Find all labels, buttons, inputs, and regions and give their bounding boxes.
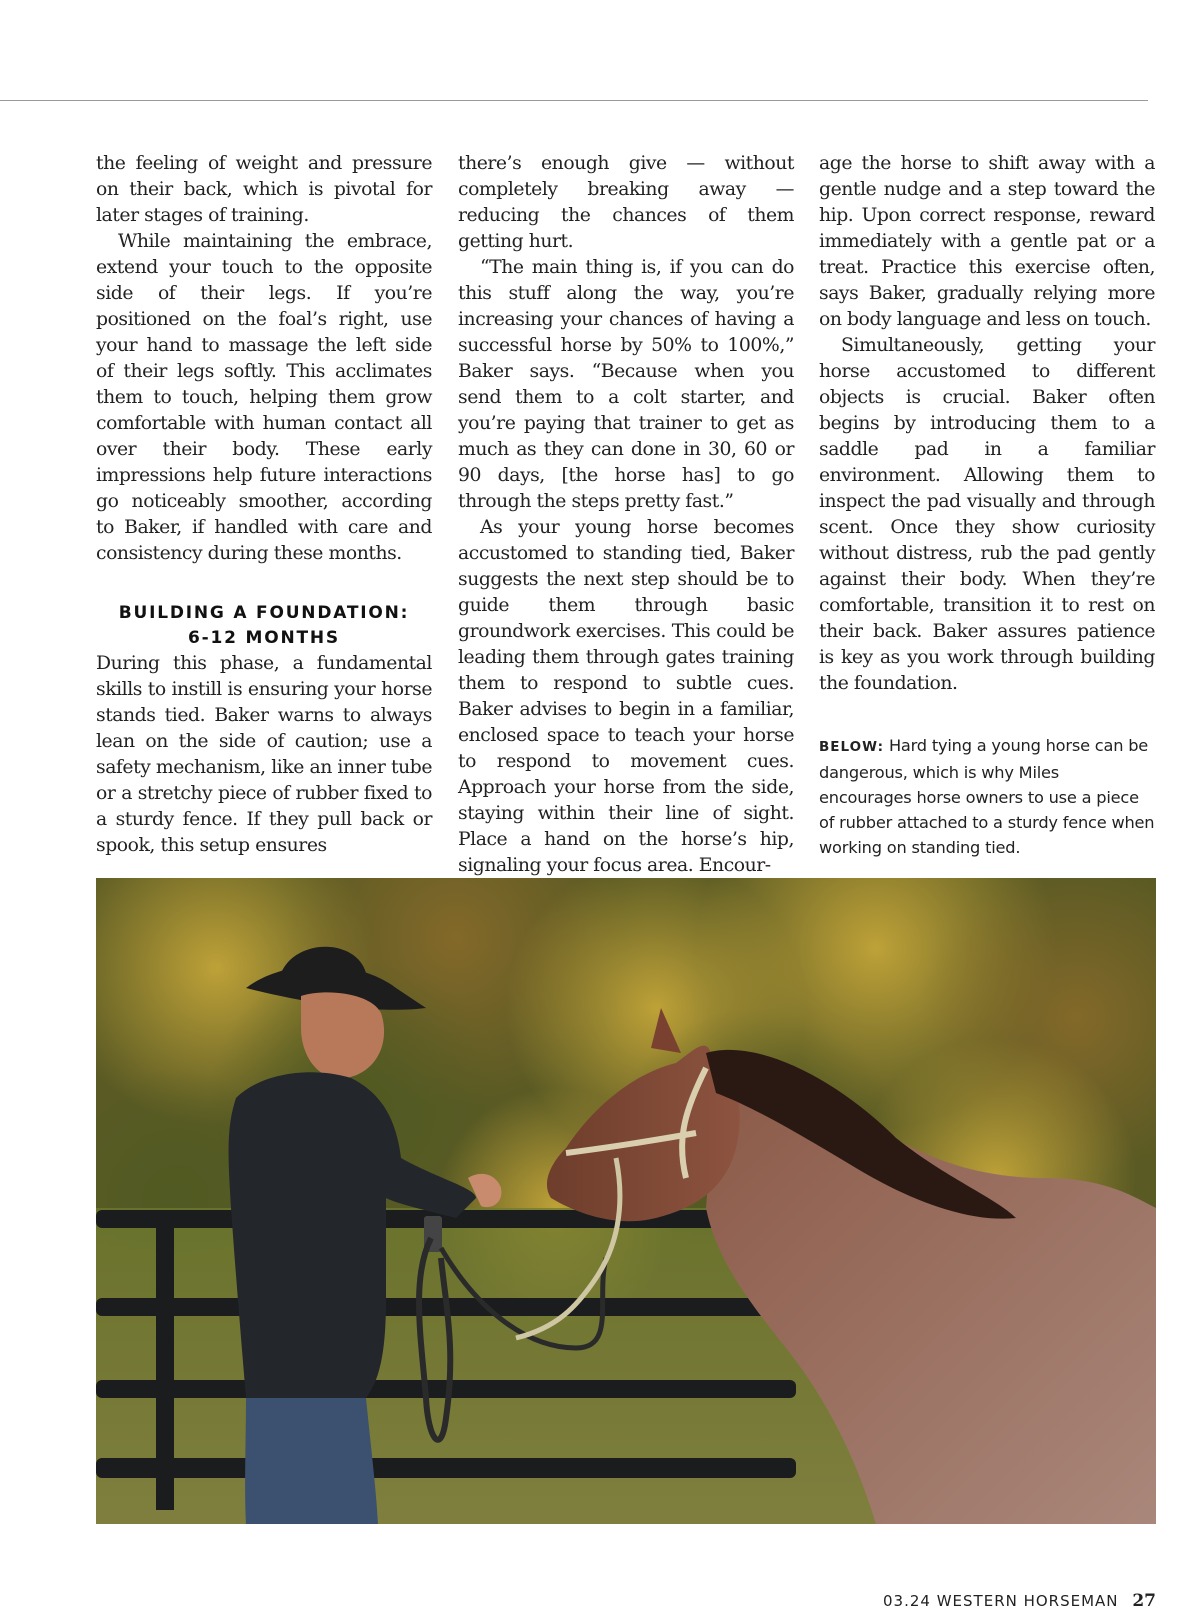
horse-and-trainer-photo xyxy=(96,878,1156,1524)
caption-text: Hard tying a young horse can be dangerous, which is why Miles encourages horse owners to use a piece of rubber attached to a sturdy fence when working on standing tied. xyxy=(819,736,1155,857)
magazine-name: WESTERN HORSEMAN xyxy=(936,1592,1119,1610)
body-paragraph: While maintaining the embrace, extend your touch to the opposite side of their legs. If you’re positioned on the foal’s right, use your hand to massage the left side of their legs softly. This acclimates them to touch, helping them grow comfortable with human contact all over their body. These early impressions help future interactions go noticeably smoother, according to Baker, if handled with care and consistency during these months. xyxy=(96,231,432,564)
article-column-3 xyxy=(819,151,1155,860)
body-paragraph: During this phase, a fundamental skills to instill is ensuring your horse stands tied. Baker warns to always lean on the side of caution; use a safety mechanism, like an inner tube or a stretchy piece of rubber fixed to a sturdy fence. If they pull back or spook, this setup ensures xyxy=(96,653,432,856)
header-rule xyxy=(0,100,1148,101)
article-column-1 xyxy=(96,151,432,859)
photo-caption xyxy=(819,733,1155,860)
body-paragraph: there’s enough give — without completely breaking away — reducing the chances of them getting hurt. xyxy=(458,153,794,252)
caption-label: BELOW: xyxy=(819,739,884,755)
page-footer xyxy=(883,1591,1156,1611)
page-number: 27 xyxy=(1132,1591,1156,1611)
article-column-2 xyxy=(458,151,794,879)
body-paragraph: age the horse to shift away with a gentle nudge and a step toward the hip. Upon correct response, reward immediately with a gentle pat or a treat. Practice this exercise often, says Baker, gradually relying more on body language and less on touch. xyxy=(819,153,1155,330)
subhead-line: BUILDING A FOUNDATION: xyxy=(118,603,410,623)
body-paragraph: As your young horse becomes accustomed to standing tied, Baker suggests the next step should be to guide them through basic groundwork exercises. This could be leading them through gates training them to respond to subtle cues. Baker advises to begin in a familiar, enclosed space to teach your horse to respond to movement cues. Approach your horse from the side, staying within their line of sight. Place a hand on the horse’s hip, signaling your focus area. Encour- xyxy=(458,517,794,876)
body-paragraph: the feeling of weight and pressure on their back, which is pivotal for later stages of training. xyxy=(96,153,432,226)
body-paragraph: “The main thing is, if you can do this stuff along the way, you’re increasing your chances of having a successful horse by 50% to 100%,” Baker says. “Because when you send them to a colt starter, and you’re paying that trainer to get as much as they can done in 30, 60 or 90 days, [the horse has] to go through the steps pretty fast.” xyxy=(458,257,794,512)
section-subhead xyxy=(96,601,432,651)
subhead-line: 6-12 MONTHS xyxy=(188,628,340,648)
issue-date: 03.24 xyxy=(882,1592,931,1610)
body-paragraph: Simultaneously, getting your horse accustomed to different objects is crucial. Baker often begins by introducing them to a saddle pad in a familiar environment. Allowing them to inspect the pad visually and through scent. Once they show curiosity without distress, rub the pad gently against their body. When they’re comfortable, transition it to rest on their back. Baker assures patience is key as you work through building the foundation. xyxy=(819,335,1155,694)
